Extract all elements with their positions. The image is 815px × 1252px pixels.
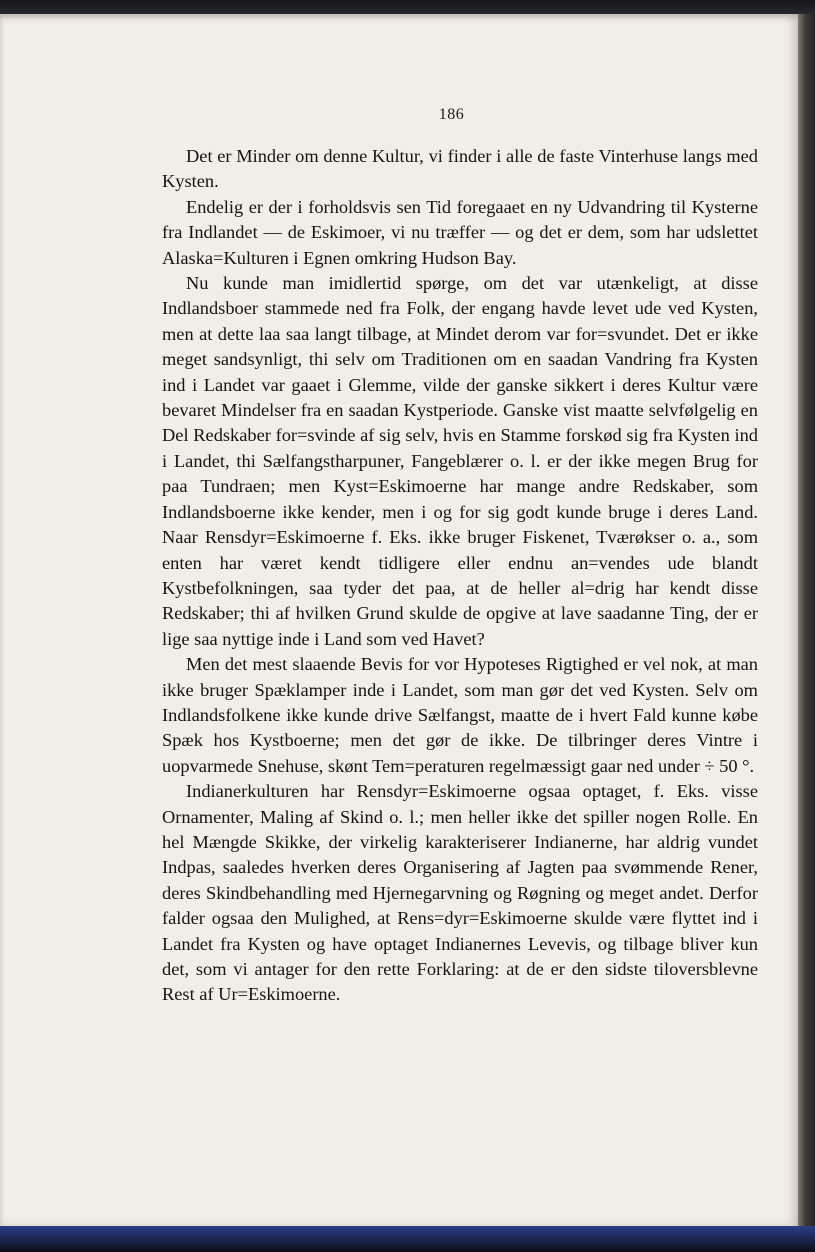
paragraph-1: Det er Minder om denne Kultur, vi finder i alle de faste Vinterhuse langs med Kysten. [162,146,758,192]
book-page [0,14,800,1228]
body-text [162,144,758,1008]
paragraph-5: Indianerkulturen har Rensdyr=Eskimoerne ogsaa optaget, f. Eks. visse Ornamenter, Maling af Skind o. l.; men heller ikke det spiller nogen Rolle. En hel Mængde Skikke, der virkelig karakteriserer Indianerne, har aldrig vundet Indpas, saaledes hverken deres Organisering af Jagten paa svømmende Rener, deres Skindbehandling med Hjernegarvning og Røgning og meget andet. Derfor falder ogsaa den Mulighed, at Rens=dyr=Eskimoerne skulde være flyttet ind i Landet fra Kysten og have optaget Indianernes Levevis, og tilbage bliver kun det, som vi antager for den rette Forklaring: at de er den sidste tiloversblevne Rest af Ur=Eskimoerne. [162,781,758,1005]
paragraph-2: Endelig er der i forholdsvis sen Tid foregaaet en ny Udvandring til Kysterne fra Indlandet — de Eskimoer, vi nu træffer — og det er dem, som har udslettet Alaska=Kulturen i Egnen omkring Hudson Bay. [162,196,758,268]
page-number: 186 [438,106,465,123]
paragraph-3: Nu kunde man imidlertid spørge, om det var utænkeligt, at disse Indlandsboer stammede ned fra Folk, der engang havde levet ude ved Kysten, men at dette laa saa langt tilbage, at Mindet derom var for=svundet. Det er ikke meget sandsynligt, thi selv om Traditionen om en saadan Vandring fra Kysten ind i Landet var gaaet i Glemme, vilde der ganske sikkert i deres Kultur være bevaret Mindelser fra en saadan Kystperiode. Ganske vist maatte selvfølgelig en Del Redskaber for=svinde af sig selv, hvis en Stamme forskød sig fra Kysten ind i Landet, thi Sælfangstharpuner, Fangeblærer o. l. er der ikke megen Brug for paa Tundraen; men Kyst=Eskimoerne har mange andre Redskaber, som Indlandsboerne ikke kender, men i og for sig godt kunde bruge i deres Land. Naar Rensdyr=Eskimoerne f. Eks. ikke bruger Fiskenet, Tværøkser o. a., som enten har været kendt tidligere eller endnu an=vendes ude blandt Kystbefolkningen, saa tyder det paa, at de heller al=drig har kendt disse Redskaber; thi af hvilken Grund skulde de opgive at lave saadanne Ting, der er lige saa nyttige inde i Land som ved Havet? [162,273,758,649]
book-spine [798,14,815,1228]
paragraph-4: Men det mest slaaende Bevis for vor Hypoteses Rigtighed er vel nok, at man ikke bruger Spæklamper inde i Landet, som man gør det ved Kysten. Selv om Indlandsfolkene ikke kunde drive Sælfangst, maatte de i hvert Fald kunne købe Spæk hos Kystboerne; men det gør de ikke. De tilbringer deres Vintre i uopvarmede Snehuse, skønt Tem=peraturen regelmæssigt gaar ned under ÷ 50 °. [162,654,758,776]
scan-edge-bottom [0,1226,815,1252]
